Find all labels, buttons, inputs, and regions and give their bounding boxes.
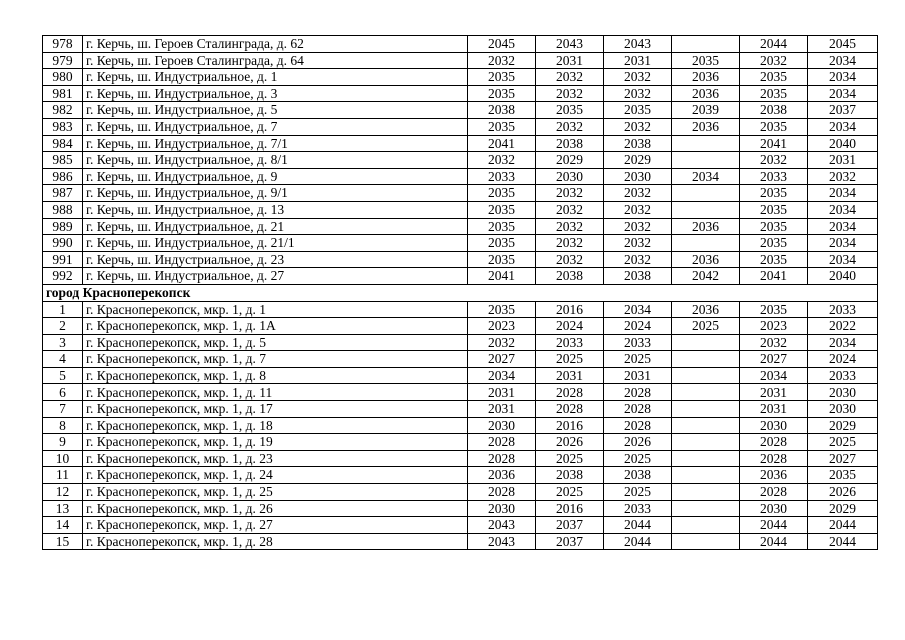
year-cell: 2025	[536, 450, 604, 467]
row-number-cell: 981	[43, 85, 83, 102]
table-row	[43, 434, 878, 451]
year-cell: 2037	[536, 533, 604, 550]
year-cell: 2034	[808, 201, 878, 218]
address-cell: г. Керчь, ш. Индустриальное, д. 7/1	[83, 135, 468, 152]
year-cell: 2034	[468, 367, 536, 384]
address-cell: г. Керчь, ш. Индустриальное, д. 8/1	[83, 152, 468, 169]
year-cell: 2031	[536, 52, 604, 69]
table-row	[43, 251, 878, 268]
year-cell: 2030	[604, 168, 672, 185]
year-cell: 2028	[536, 401, 604, 418]
year-cell	[672, 152, 740, 169]
row-number-cell: 985	[43, 152, 83, 169]
year-cell	[672, 384, 740, 401]
year-cell: 2041	[740, 135, 808, 152]
year-cell: 2029	[536, 152, 604, 169]
year-cell: 2031	[740, 401, 808, 418]
year-cell: 2042	[672, 268, 740, 285]
year-cell: 2031	[468, 401, 536, 418]
year-cell: 2035	[468, 301, 536, 318]
year-cell	[672, 135, 740, 152]
year-cell: 2028	[604, 417, 672, 434]
table-row	[43, 36, 878, 53]
year-cell: 2035	[740, 301, 808, 318]
year-cell: 2030	[808, 384, 878, 401]
year-cell: 2032	[604, 85, 672, 102]
year-cell: 2036	[672, 85, 740, 102]
table-row	[43, 185, 878, 202]
year-cell: 2031	[808, 152, 878, 169]
year-cell: 2045	[808, 36, 878, 53]
address-cell: г. Керчь, ш. Героев Сталинграда, д. 64	[83, 52, 468, 69]
row-number-cell: 991	[43, 251, 83, 268]
year-cell: 2038	[740, 102, 808, 119]
year-cell: 2044	[740, 533, 808, 550]
address-cell: г. Керчь, ш. Индустриальное, д. 27	[83, 268, 468, 285]
row-number-cell: 15	[43, 533, 83, 550]
year-cell	[672, 351, 740, 368]
housing-schedule-table	[42, 35, 878, 550]
address-cell: г. Керчь, ш. Индустриальное, д. 5	[83, 102, 468, 119]
year-cell: 2035	[808, 467, 878, 484]
table-row	[43, 334, 878, 351]
year-cell: 2041	[740, 268, 808, 285]
year-cell: 2028	[468, 484, 536, 501]
year-cell: 2034	[808, 334, 878, 351]
address-cell: г. Красноперекопск, мкр. 1, д. 27	[83, 517, 468, 534]
year-cell: 2028	[740, 434, 808, 451]
year-cell: 2032	[468, 52, 536, 69]
year-cell: 2036	[672, 301, 740, 318]
year-cell: 2022	[808, 318, 878, 335]
row-number-cell: 13	[43, 500, 83, 517]
address-cell: г. Красноперекопск, мкр. 1, д. 23	[83, 450, 468, 467]
year-cell: 2032	[536, 85, 604, 102]
address-cell: г. Красноперекопск, мкр. 1, д. 17	[83, 401, 468, 418]
year-cell: 2026	[604, 434, 672, 451]
year-cell: 2032	[808, 168, 878, 185]
year-cell: 2025	[808, 434, 878, 451]
row-number-cell: 14	[43, 517, 83, 534]
row-number-cell: 3	[43, 334, 83, 351]
year-cell	[672, 484, 740, 501]
table-row	[43, 218, 878, 235]
year-cell: 2034	[808, 85, 878, 102]
year-cell: 2016	[536, 500, 604, 517]
year-cell	[672, 417, 740, 434]
year-cell: 2025	[672, 318, 740, 335]
year-cell: 2028	[604, 384, 672, 401]
year-cell: 2030	[536, 168, 604, 185]
table-row	[43, 201, 878, 218]
address-cell: г. Красноперекопск, мкр. 1, д. 8	[83, 367, 468, 384]
year-cell: 2044	[604, 533, 672, 550]
year-cell: 2033	[808, 367, 878, 384]
row-number-cell: 10	[43, 450, 83, 467]
table-row	[43, 533, 878, 550]
year-cell: 2039	[672, 102, 740, 119]
address-cell: г. Керчь, ш. Индустриальное, д. 13	[83, 201, 468, 218]
section-header-row	[43, 284, 878, 301]
row-number-cell: 986	[43, 168, 83, 185]
year-cell	[672, 533, 740, 550]
table-row	[43, 450, 878, 467]
year-cell: 2032	[536, 235, 604, 252]
year-cell: 2041	[468, 135, 536, 152]
table-row	[43, 168, 878, 185]
address-cell: г. Красноперекопск, мкр. 1, д. 28	[83, 533, 468, 550]
year-cell: 2034	[808, 185, 878, 202]
year-cell: 2043	[536, 36, 604, 53]
year-cell: 2025	[536, 484, 604, 501]
year-cell: 2034	[808, 251, 878, 268]
year-cell: 2034	[740, 367, 808, 384]
year-cell: 2036	[672, 251, 740, 268]
year-cell: 2023	[468, 318, 536, 335]
year-cell: 2044	[808, 517, 878, 534]
year-cell: 2038	[536, 268, 604, 285]
row-number-cell: 978	[43, 36, 83, 53]
year-cell: 2028	[740, 484, 808, 501]
row-number-cell: 990	[43, 235, 83, 252]
year-cell: 2032	[740, 334, 808, 351]
year-cell: 2028	[468, 434, 536, 451]
address-cell: г. Керчь, ш. Индустриальное, д. 9	[83, 168, 468, 185]
year-cell: 2025	[604, 351, 672, 368]
table-row	[43, 401, 878, 418]
year-cell: 2036	[672, 218, 740, 235]
year-cell: 2031	[468, 384, 536, 401]
year-cell: 2034	[808, 118, 878, 135]
year-cell: 2025	[604, 450, 672, 467]
year-cell: 2038	[604, 467, 672, 484]
table-row	[43, 500, 878, 517]
table-row	[43, 517, 878, 534]
year-cell: 2027	[808, 450, 878, 467]
year-cell: 2035	[740, 201, 808, 218]
year-cell: 2032	[604, 251, 672, 268]
year-cell: 2030	[740, 500, 808, 517]
address-cell: г. Красноперекопск, мкр. 1, д. 7	[83, 351, 468, 368]
row-number-cell: 983	[43, 118, 83, 135]
year-cell: 2035	[468, 185, 536, 202]
year-cell	[672, 334, 740, 351]
year-cell: 2035	[740, 218, 808, 235]
year-cell: 2037	[808, 102, 878, 119]
table-row	[43, 301, 878, 318]
year-cell: 2032	[740, 152, 808, 169]
year-cell: 2035	[672, 52, 740, 69]
year-cell: 2027	[468, 351, 536, 368]
year-cell: 2035	[468, 85, 536, 102]
year-cell: 2035	[604, 102, 672, 119]
row-number-cell: 5	[43, 367, 83, 384]
year-cell: 2027	[740, 351, 808, 368]
year-cell: 2035	[468, 69, 536, 86]
table-row	[43, 85, 878, 102]
year-cell: 2035	[740, 85, 808, 102]
table-row	[43, 52, 878, 69]
table-row	[43, 268, 878, 285]
year-cell: 2035	[468, 118, 536, 135]
address-cell: г. Красноперекопск, мкр. 1, д. 1	[83, 301, 468, 318]
table-row	[43, 318, 878, 335]
year-cell: 2032	[468, 152, 536, 169]
address-cell: г. Керчь, ш. Индустриальное, д. 21	[83, 218, 468, 235]
year-cell: 2024	[604, 318, 672, 335]
year-cell: 2038	[604, 135, 672, 152]
address-cell: г. Керчь, ш. Героев Сталинграда, д. 62	[83, 36, 468, 53]
row-number-cell: 979	[43, 52, 83, 69]
year-cell: 2032	[536, 69, 604, 86]
row-number-cell: 12	[43, 484, 83, 501]
table-row	[43, 235, 878, 252]
year-cell: 2032	[604, 218, 672, 235]
year-cell	[672, 367, 740, 384]
year-cell: 2038	[604, 268, 672, 285]
year-cell: 2034	[604, 301, 672, 318]
year-cell: 2026	[808, 484, 878, 501]
year-cell: 2033	[604, 334, 672, 351]
year-cell: 2033	[536, 334, 604, 351]
address-cell: г. Красноперекопск, мкр. 1, д. 18	[83, 417, 468, 434]
year-cell	[672, 36, 740, 53]
year-cell: 2023	[740, 318, 808, 335]
year-cell	[672, 201, 740, 218]
year-cell: 2032	[740, 52, 808, 69]
year-cell	[672, 517, 740, 534]
row-number-cell: 6	[43, 384, 83, 401]
year-cell: 2043	[468, 533, 536, 550]
year-cell: 2030	[808, 401, 878, 418]
table-row	[43, 152, 878, 169]
year-cell: 2026	[536, 434, 604, 451]
year-cell: 2036	[672, 118, 740, 135]
year-cell: 2035	[740, 235, 808, 252]
row-number-cell: 989	[43, 218, 83, 235]
table-body	[43, 36, 878, 550]
row-number-cell: 980	[43, 69, 83, 86]
table-row	[43, 351, 878, 368]
address-cell: г. Красноперекопск, мкр. 1, д. 26	[83, 500, 468, 517]
year-cell: 2034	[672, 168, 740, 185]
table-row	[43, 367, 878, 384]
year-cell: 2031	[604, 367, 672, 384]
year-cell: 2032	[536, 201, 604, 218]
year-cell: 2028	[740, 450, 808, 467]
row-number-cell: 984	[43, 135, 83, 152]
year-cell: 2037	[536, 517, 604, 534]
table-row	[43, 135, 878, 152]
year-cell: 2025	[536, 351, 604, 368]
address-cell: г. Красноперекопск, мкр. 1, д. 11	[83, 384, 468, 401]
row-number-cell: 9	[43, 434, 83, 451]
year-cell: 2044	[740, 517, 808, 534]
year-cell: 2024	[808, 351, 878, 368]
table-row	[43, 484, 878, 501]
year-cell: 2032	[604, 201, 672, 218]
year-cell: 2033	[468, 168, 536, 185]
year-cell: 2025	[604, 484, 672, 501]
year-cell: 2032	[536, 218, 604, 235]
year-cell: 2032	[604, 235, 672, 252]
address-cell: г. Керчь, ш. Индустриальное, д. 7	[83, 118, 468, 135]
year-cell: 2040	[808, 135, 878, 152]
year-cell: 2028	[604, 401, 672, 418]
year-cell: 2036	[672, 69, 740, 86]
year-cell	[672, 467, 740, 484]
year-cell: 2032	[536, 118, 604, 135]
table-row	[43, 467, 878, 484]
year-cell: 2033	[808, 301, 878, 318]
row-number-cell: 7	[43, 401, 83, 418]
row-number-cell: 987	[43, 185, 83, 202]
year-cell: 2034	[808, 218, 878, 235]
year-cell: 2035	[740, 185, 808, 202]
year-cell: 2035	[468, 218, 536, 235]
row-number-cell: 992	[43, 268, 83, 285]
year-cell: 2036	[468, 467, 536, 484]
address-cell: г. Керчь, ш. Индустриальное, д. 1	[83, 69, 468, 86]
address-cell: г. Красноперекопск, мкр. 1, д. 5	[83, 334, 468, 351]
year-cell: 2029	[604, 152, 672, 169]
year-cell: 2016	[536, 417, 604, 434]
year-cell: 2031	[740, 384, 808, 401]
row-number-cell: 11	[43, 467, 83, 484]
table-row	[43, 417, 878, 434]
year-cell: 2044	[604, 517, 672, 534]
table-row	[43, 118, 878, 135]
year-cell: 2041	[468, 268, 536, 285]
year-cell	[672, 434, 740, 451]
year-cell: 2031	[604, 52, 672, 69]
year-cell: 2035	[740, 69, 808, 86]
table-row	[43, 102, 878, 119]
row-number-cell: 2	[43, 318, 83, 335]
year-cell: 2044	[808, 533, 878, 550]
address-cell: г. Красноперекопск, мкр. 1, д. 24	[83, 467, 468, 484]
row-number-cell: 988	[43, 201, 83, 218]
section-title: город Красноперекопск	[43, 284, 878, 301]
year-cell: 2035	[468, 251, 536, 268]
year-cell: 2035	[740, 251, 808, 268]
year-cell: 2030	[468, 417, 536, 434]
year-cell: 2016	[536, 301, 604, 318]
year-cell: 2032	[604, 118, 672, 135]
year-cell: 2033	[604, 500, 672, 517]
year-cell: 2044	[740, 36, 808, 53]
year-cell: 2030	[740, 417, 808, 434]
address-cell: г. Красноперекопск, мкр. 1, д. 19	[83, 434, 468, 451]
year-cell: 2034	[808, 235, 878, 252]
row-number-cell: 982	[43, 102, 83, 119]
year-cell: 2040	[808, 268, 878, 285]
year-cell: 2034	[808, 52, 878, 69]
year-cell: 2031	[536, 367, 604, 384]
year-cell: 2034	[808, 69, 878, 86]
year-cell: 2038	[536, 135, 604, 152]
year-cell: 2045	[468, 36, 536, 53]
year-cell: 2035	[740, 118, 808, 135]
address-cell: г. Керчь, ш. Индустриальное, д. 23	[83, 251, 468, 268]
year-cell: 2036	[740, 467, 808, 484]
year-cell: 2030	[468, 500, 536, 517]
address-cell: г. Красноперекопск, мкр. 1, д. 1А	[83, 318, 468, 335]
year-cell: 2032	[604, 185, 672, 202]
year-cell	[672, 450, 740, 467]
table-row	[43, 69, 878, 86]
year-cell: 2032	[468, 334, 536, 351]
address-cell: г. Керчь, ш. Индустриальное, д. 3	[83, 85, 468, 102]
year-cell: 2035	[468, 201, 536, 218]
year-cell: 2029	[808, 500, 878, 517]
address-cell: г. Керчь, ш. Индустриальное, д. 9/1	[83, 185, 468, 202]
year-cell: 2032	[604, 69, 672, 86]
year-cell	[672, 185, 740, 202]
year-cell: 2032	[536, 185, 604, 202]
year-cell: 2032	[536, 251, 604, 268]
year-cell: 2043	[468, 517, 536, 534]
year-cell: 2035	[468, 235, 536, 252]
row-number-cell: 1	[43, 301, 83, 318]
table-row	[43, 384, 878, 401]
year-cell: 2043	[604, 36, 672, 53]
year-cell: 2029	[808, 417, 878, 434]
year-cell: 2035	[536, 102, 604, 119]
year-cell: 2038	[536, 467, 604, 484]
year-cell: 2024	[536, 318, 604, 335]
address-cell: г. Керчь, ш. Индустриальное, д. 21/1	[83, 235, 468, 252]
year-cell	[672, 500, 740, 517]
year-cell: 2028	[468, 450, 536, 467]
row-number-cell: 4	[43, 351, 83, 368]
year-cell	[672, 401, 740, 418]
year-cell: 2033	[740, 168, 808, 185]
address-cell: г. Красноперекопск, мкр. 1, д. 25	[83, 484, 468, 501]
row-number-cell: 8	[43, 417, 83, 434]
year-cell: 2028	[536, 384, 604, 401]
year-cell	[672, 235, 740, 252]
year-cell: 2038	[468, 102, 536, 119]
